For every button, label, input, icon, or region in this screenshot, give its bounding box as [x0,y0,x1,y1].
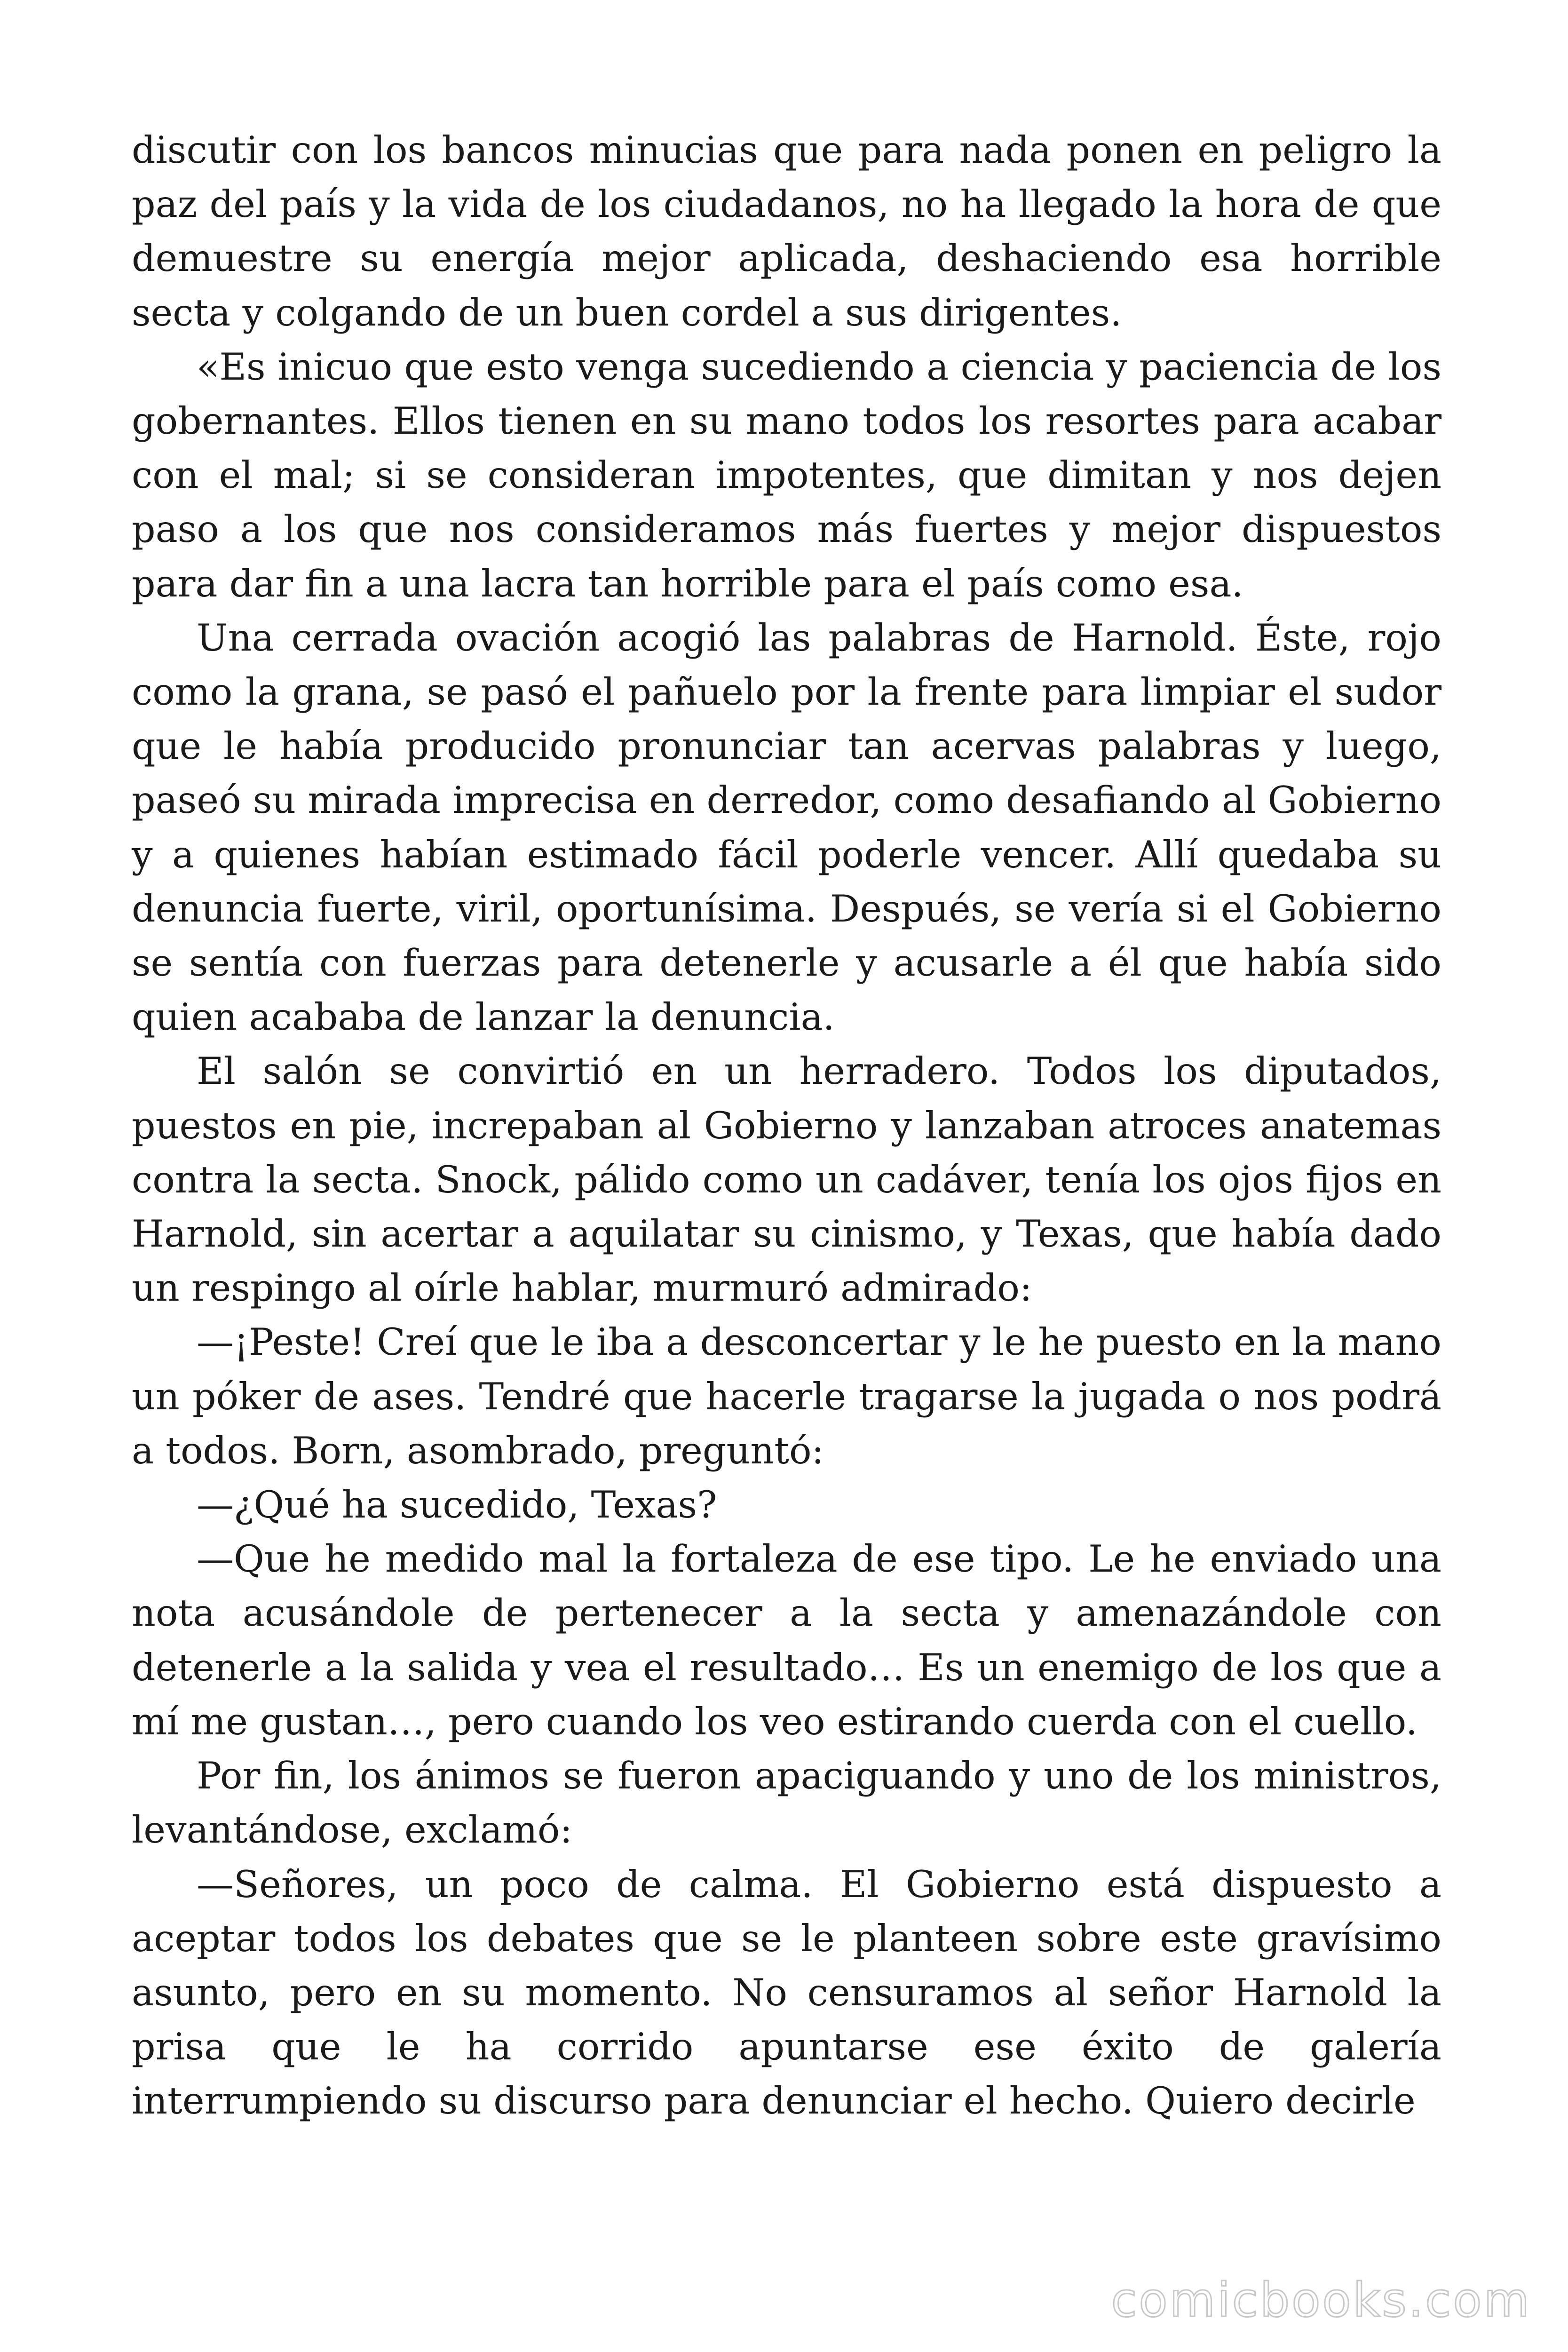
paragraph: —¿Qué ha sucedido, Texas? [197,1483,717,1527]
watermark: comicbooks.com [1111,2273,1531,2328]
paragraph: —Que he medido mal la fortaleza de ese tipo. Le he enviado una nota acusándole de pertenecer a la secta y amenazándole con detenerle a la salida y vea el resultado… Es un enemigo de los que a mí me gustan…, pero cuando los veo estirando cuerda con el cuello. [132,1537,1441,1743]
paragraph: «Es inicuo que esto venga sucediendo a ciencia y paciencia de los gobernantes. Ellos tienen en su mano todos los resortes para acabar con el mal; si se consideran impotentes, que dimitan y nos dejen paso a los que nos consideramos más fuertes y mejor dispuestos para dar fin a una lacra tan horrible para el país como esa. [132,345,1441,605]
paragraph: discutir con los bancos minucias que para nada ponen en peligro la paz del país y la vida de los ciudadanos, no ha llegado la hora de que demuestre su energía mejor aplicada, deshaciendo esa horrible secta y colgando de un buen cordel a sus dirigentes. [132,128,1441,334]
book-page-text [132,123,1441,2129]
paragraph: Una cerrada ovación acogió las palabras de Harnold. Éste, rojo como la grana, se pasó el pañuelo por la frente para limpiar el sudor que le había producido pronunciar tan acervas palabras y luego, paseó su mirada imprecisa en derredor, como desafiando al Gobierno y a quienes habían estimado fácil poderle vencer. Allí quedaba su denuncia fuerte, viril, oportunísima. Después, se vería si el Gobierno se sentía con fuerzas para detenerle y acusarle a él que había sido quien acababa de lanzar la denuncia. [132,616,1441,1039]
paragraph: Por fin, los ánimos se fueron apaciguando y uno de los ministros, levantándose, exclamó: [132,1754,1441,1852]
paragraph: —¡Peste! Creí que le iba a desconcertar y le he puesto en la mano un póker de ases. Tendré que hacerle tragarse la jugada o nos podrá a todos. Born, asombrado, preguntó: [132,1320,1441,1472]
paragraph: El salón se convirtió en un herradero. Todos los diputados, puestos en pie, increpaban al Gobierno y lanzaban atroces anatemas contra la secta. Snock, pálido como un cadáver, tenía los ojos fijos en Harnold, sin acertar a aquilatar su cinismo, y Texas, que había dado un respingo al oírle hablar, murmuró admirado: [132,1049,1441,1310]
paragraph: —Señores, un poco de calma. El Gobierno está dispuesto a aceptar todos los debates que se le planteen sobre este gravísimo asunto, pero en su momento. No censuramos al señor Harnold la prisa que le ha corrido apuntarse ese éxito de galería interrumpiendo su discurso para denunciar el hecho. Quiero decirle [132,1862,1441,2123]
